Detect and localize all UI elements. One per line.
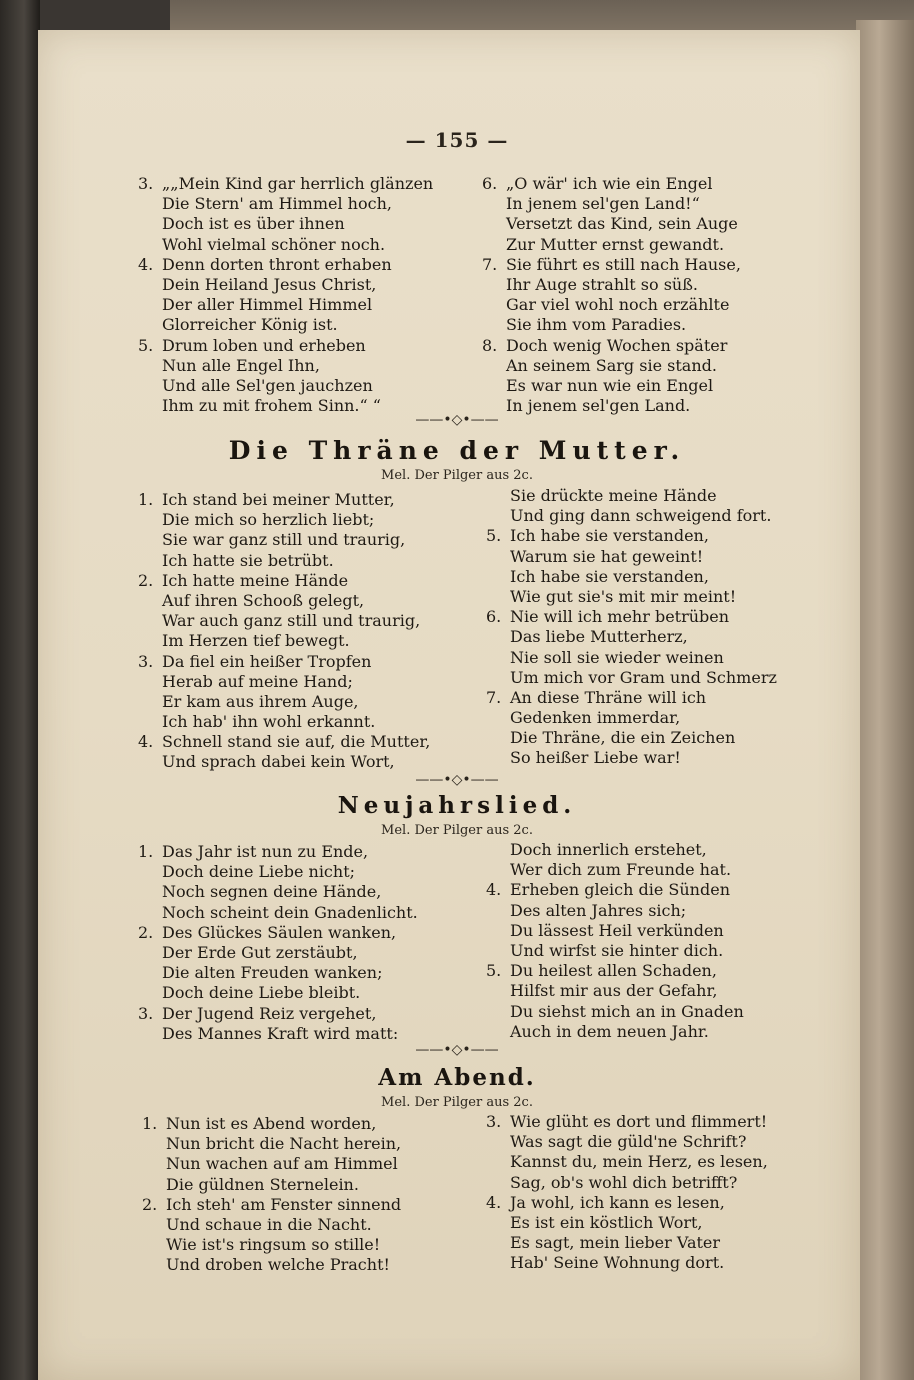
- verse-line: [138, 692, 430, 712]
- verse-text: Und droben welche Pracht!: [166, 1255, 390, 1275]
- verse-line: [486, 961, 744, 981]
- verse-text: Wohl vielmal schöner noch.: [162, 234, 386, 254]
- verse-text: Das Jahr ist nun zu Ende,: [162, 842, 369, 861]
- verse-text: Ich hab' ihn wohl erkannt.: [162, 712, 376, 732]
- verse-text: Ja wohl, ich kann es lesen,: [510, 1192, 725, 1212]
- verse-line: [486, 981, 744, 1001]
- verse-number: 8.: [482, 335, 498, 355]
- section3-right-column: [486, 840, 744, 1042]
- verse-line: [138, 903, 418, 923]
- verse-text: Der aller Himmel Himmel: [162, 295, 373, 315]
- verse-line: [138, 571, 430, 591]
- verse-line: [138, 275, 433, 295]
- verse-line: [138, 983, 418, 1003]
- verse-number: 1.: [138, 490, 154, 509]
- verse-line: [482, 376, 741, 396]
- verse-line: [138, 356, 433, 376]
- section1-left-column: [138, 174, 433, 416]
- verse-line: [486, 648, 777, 668]
- verse-line: [138, 376, 433, 396]
- verse-line: [482, 336, 741, 356]
- verse-line: [482, 214, 741, 234]
- verse-text: Drum loben und erheben: [162, 335, 366, 355]
- verse-number: 2.: [138, 922, 154, 942]
- verse-text: In jenem sel'gen Land.: [506, 396, 691, 416]
- verse-text: Noch segnen deine Hände,: [162, 882, 382, 902]
- verse-text: Es sagt, mein lieber Vater: [510, 1233, 721, 1253]
- verse-text: Sie führt es still nach Hause,: [506, 254, 741, 274]
- verse-text: Der Erde Gut zerstäubt,: [162, 942, 358, 962]
- verse-line: [486, 1002, 744, 1022]
- verse-text: Warum sie hat geweint!: [510, 546, 704, 566]
- verse-number: 3.: [486, 1112, 502, 1131]
- verse-text: So heißer Liebe war!: [510, 748, 681, 768]
- verse-number: 4.: [138, 732, 154, 752]
- verse-line: [142, 1154, 401, 1174]
- verse-line: [138, 255, 433, 275]
- verse-line: [138, 591, 430, 611]
- verse-text: Doch deine Liebe nicht;: [162, 862, 356, 882]
- verse-text: Auf ihren Schooß gelegt,: [162, 590, 365, 610]
- verse-text: Ihr Auge strahlt so süß.: [506, 274, 698, 294]
- verse-text: Du lässest Heil verkünden: [510, 920, 724, 940]
- verse-line: [482, 356, 741, 376]
- section4-right-column: [486, 1112, 768, 1274]
- verse-line: [138, 194, 433, 214]
- verse-text: Doch ist es über ihnen: [162, 214, 345, 234]
- verse-line: [486, 728, 777, 748]
- verse-line: [138, 1024, 418, 1044]
- section2-title: Die Thräne der Mutter.: [228, 436, 686, 465]
- verse-number: 5.: [486, 961, 502, 981]
- verse-line: [486, 688, 777, 708]
- verse-text: Was sagt die güld'ne Schrift?: [510, 1132, 747, 1152]
- verse-line: [486, 526, 777, 546]
- verse-text: Nun ist es Abend worden,: [166, 1114, 377, 1133]
- verse-text: Um mich vor Gram und Schmerz: [510, 667, 777, 687]
- verse-line: [486, 668, 777, 688]
- verse-line: [142, 1114, 401, 1134]
- verse-line: [486, 921, 744, 941]
- verse-line: [486, 1022, 744, 1042]
- verse-line: [138, 752, 430, 772]
- verse-text: An diese Thräne will ich: [510, 687, 707, 707]
- verse-text: Du siehst mich an in Gnaden: [510, 1001, 744, 1021]
- verse-text: In jenem sel'gen Land!“: [506, 194, 700, 214]
- separator-3: ——•◇•——: [415, 1042, 499, 1058]
- verse-line: [138, 842, 418, 862]
- verse-text: Kannst du, mein Herz, es lesen,: [510, 1152, 768, 1172]
- verse-line: [138, 510, 430, 530]
- verse-line: [486, 901, 744, 921]
- verse-text: Er kam aus ihrem Auge,: [162, 691, 359, 711]
- verse-line: [138, 214, 433, 234]
- verse-text: Nie will ich mehr betrüben: [510, 607, 730, 627]
- section3-melody: Mel. Der Pilger aus 2c.: [381, 823, 533, 838]
- verse-text: Ich habe sie verstanden,: [510, 566, 709, 586]
- verse-text: Wie glüht es dort und flimmert!: [510, 1112, 768, 1131]
- verse-line: [138, 174, 433, 194]
- verse-text: Hab' Seine Wohnung dort.: [510, 1253, 725, 1273]
- verse-number: 2.: [142, 1194, 158, 1214]
- verse-line: [138, 631, 430, 651]
- verse-line: [138, 551, 430, 571]
- verse-line: [138, 235, 433, 255]
- verse-line: [486, 587, 777, 607]
- verse-text: „O wär' ich wie ein Engel: [506, 174, 713, 193]
- verse-number: 6.: [482, 174, 498, 193]
- verse-line: [138, 963, 418, 983]
- verse-line: [486, 748, 777, 768]
- verse-number: 5.: [138, 335, 154, 355]
- verse-text: Und schaue in die Nacht.: [166, 1214, 372, 1234]
- verse-number: 4.: [486, 1192, 502, 1212]
- book-binding-left: [0, 0, 40, 1380]
- verse-line: [486, 486, 777, 506]
- verse-text: Sag, ob's wohl dich betrifft?: [510, 1172, 738, 1192]
- verse-text: „„Mein Kind gar herrlich glänzen: [162, 174, 434, 193]
- verse-text: Doch innerlich erstehet,: [510, 840, 707, 859]
- verse-text: Nun bricht die Nacht herein,: [166, 1134, 402, 1154]
- verse-text: Es ist ein köstlich Wort,: [510, 1212, 703, 1232]
- verse-text: Dein Heiland Jesus Christ,: [162, 274, 377, 294]
- verse-line: [482, 174, 741, 194]
- verse-line: [138, 882, 418, 902]
- verse-number: 4.: [138, 254, 154, 274]
- verse-text: Gedenken immerdar,: [510, 708, 681, 728]
- section1-right-column: [482, 174, 741, 416]
- verse-text: Zur Mutter ernst gewandt.: [506, 234, 725, 254]
- verse-line: [142, 1134, 401, 1154]
- book-cover-right: [856, 20, 914, 1380]
- verse-line: [486, 547, 777, 567]
- verse-line: [486, 1253, 768, 1273]
- verse-number: 3.: [138, 651, 154, 671]
- verse-text: Wie gut sie's mit mir meint!: [510, 586, 737, 606]
- verse-text: Das liebe Mutterherz,: [510, 627, 688, 647]
- verse-text: Wer dich zum Freunde hat.: [510, 860, 732, 880]
- verse-line: [486, 1132, 768, 1152]
- verse-text: Denn dorten thront erhaben: [162, 254, 392, 274]
- verse-line: [486, 607, 777, 627]
- verse-line: [486, 880, 744, 900]
- verse-text: Ich habe sie verstanden,: [510, 526, 709, 546]
- verse-text: Sie ihm vom Paradies.: [506, 315, 687, 335]
- verse-text: Herab auf meine Hand;: [162, 671, 353, 691]
- verse-text: Des Mannes Kraft wird matt:: [162, 1023, 399, 1043]
- verse-text: Nun wachen auf am Himmel: [166, 1154, 398, 1174]
- verse-line: [138, 336, 433, 356]
- verse-line: [486, 860, 744, 880]
- verse-text: Im Herzen tief bewegt.: [162, 631, 350, 651]
- verse-text: Ich hatte sie betrübt.: [162, 550, 334, 570]
- verse-line: [482, 255, 741, 275]
- verse-text: Ich stand bei meiner Mutter,: [162, 490, 395, 509]
- verse-text: Da fiel ein heißer Tropfen: [162, 651, 372, 671]
- verse-text: Die alten Freuden wanken;: [162, 963, 383, 983]
- verse-text: Glorreicher König ist.: [162, 315, 338, 335]
- verse-line: [486, 840, 744, 860]
- verse-text: Die güldnen Sternelein.: [166, 1174, 359, 1194]
- verse-line: [486, 506, 777, 526]
- verse-line: [486, 627, 777, 647]
- verse-text: Gar viel wohl noch erzählte: [506, 295, 730, 315]
- verse-number: 1.: [138, 842, 154, 861]
- verse-text: Auch in dem neuen Jahr.: [510, 1021, 709, 1041]
- verse-text: Schnell stand sie auf, die Mutter,: [162, 732, 431, 752]
- verse-number: 7.: [482, 254, 498, 274]
- verse-text: Erheben gleich die Sünden: [510, 880, 730, 900]
- verse-text: Hilfst mir aus der Gefahr,: [510, 981, 718, 1001]
- verse-line: [142, 1215, 401, 1235]
- verse-text: Sie war ganz still und traurig,: [162, 530, 406, 550]
- verse-line: [486, 1193, 768, 1213]
- verse-line: [142, 1235, 401, 1255]
- verse-line: [138, 862, 418, 882]
- verse-text: Ihm zu mit frohem Sinn.“ “: [162, 396, 381, 416]
- verse-text: Der Jugend Reiz vergehet,: [162, 1003, 377, 1023]
- verse-text: Ich hatte meine Hände: [162, 570, 349, 590]
- verse-line: [482, 194, 741, 214]
- verse-line: [482, 235, 741, 255]
- verse-text: Noch scheint dein Gnadenlicht.: [162, 902, 418, 922]
- section4-melody: Mel. Der Pilger aus 2c.: [381, 1095, 533, 1110]
- verse-line: [486, 1173, 768, 1193]
- verse-number: 5.: [486, 526, 502, 546]
- verse-text: Es war nun wie ein Engel: [506, 375, 714, 395]
- verse-line: [486, 1112, 768, 1132]
- verse-line: [482, 315, 741, 335]
- verse-line: [486, 567, 777, 587]
- section3-left-column: [138, 842, 418, 1044]
- verse-text: Und ging dann schweigend fort.: [510, 506, 772, 526]
- verse-text: Du heilest allen Schaden,: [510, 961, 717, 981]
- verse-text: Die Stern' am Himmel hoch,: [162, 194, 392, 214]
- section2-right-column: [486, 486, 777, 769]
- verse-number: 7.: [486, 687, 502, 707]
- verse-text: Ich steh' am Fenster sinnend: [166, 1194, 402, 1214]
- verse-line: [138, 490, 430, 510]
- verse-line: [138, 295, 433, 315]
- verse-line: [138, 712, 430, 732]
- verse-line: [482, 295, 741, 315]
- section3-title: Neujahrslied.: [337, 792, 577, 819]
- verse-text: Und sprach dabei kein Wort,: [162, 752, 395, 772]
- verse-text: Doch wenig Wochen später: [506, 335, 728, 355]
- verse-text: Nie soll sie wieder weinen: [510, 647, 724, 667]
- verse-number: 4.: [486, 880, 502, 900]
- section2-left-column: [138, 490, 430, 773]
- verse-text: An seinem Sarg sie stand.: [506, 355, 717, 375]
- verse-text: Des Glückes Säulen wanken,: [162, 922, 397, 942]
- verse-number: 6.: [486, 607, 502, 627]
- verse-text: Wie ist's ringsum so stille!: [166, 1235, 381, 1255]
- verse-line: [138, 672, 430, 692]
- verse-text: Des alten Jahres sich;: [510, 900, 687, 920]
- verse-line: [138, 530, 430, 550]
- verse-text: Nun alle Engel Ihn,: [162, 355, 320, 375]
- verse-line: [482, 275, 741, 295]
- verse-line: [138, 943, 418, 963]
- verse-text: Die mich so herzlich liebt;: [162, 510, 375, 530]
- verse-line: [486, 941, 744, 961]
- verse-number: 1.: [142, 1114, 158, 1133]
- verse-line: [142, 1255, 401, 1275]
- verse-line: [486, 1233, 768, 1253]
- verse-line: [138, 315, 433, 335]
- verse-line: [486, 1152, 768, 1172]
- separator-2: ——•◇•——: [415, 772, 499, 788]
- verse-text: Die Thräne, die ein Zeichen: [510, 728, 736, 748]
- verse-line: [142, 1175, 401, 1195]
- separator-1: ——•◇•——: [415, 412, 499, 428]
- verse-number: 3.: [138, 174, 154, 193]
- verse-line: [138, 732, 430, 752]
- verse-line: [486, 708, 777, 728]
- section4-left-column: [142, 1114, 401, 1276]
- verse-number: 2.: [138, 570, 154, 590]
- verse-text: Und alle Sel'gen jauchzen: [162, 375, 373, 395]
- verse-text: Sie drückte meine Hände: [510, 486, 717, 505]
- verse-text: War auch ganz still und traurig,: [162, 611, 421, 631]
- verse-text: Doch deine Liebe bleibt.: [162, 983, 361, 1003]
- section2-melody: Mel. Der Pilger aus 2c.: [381, 468, 533, 483]
- page-number: — 155 —: [405, 128, 509, 152]
- verse-line: [138, 652, 430, 672]
- verse-number: 3.: [138, 1003, 154, 1023]
- verse-line: [138, 611, 430, 631]
- verse-text: Versetzt das Kind, sein Auge: [506, 214, 738, 234]
- verse-text: Und wirfst sie hinter dich.: [510, 940, 724, 960]
- verse-line: [138, 1004, 418, 1024]
- verse-line: [142, 1195, 401, 1215]
- verse-line: [486, 1213, 768, 1233]
- verse-line: [138, 923, 418, 943]
- section4-title: Am Abend.: [378, 1064, 536, 1091]
